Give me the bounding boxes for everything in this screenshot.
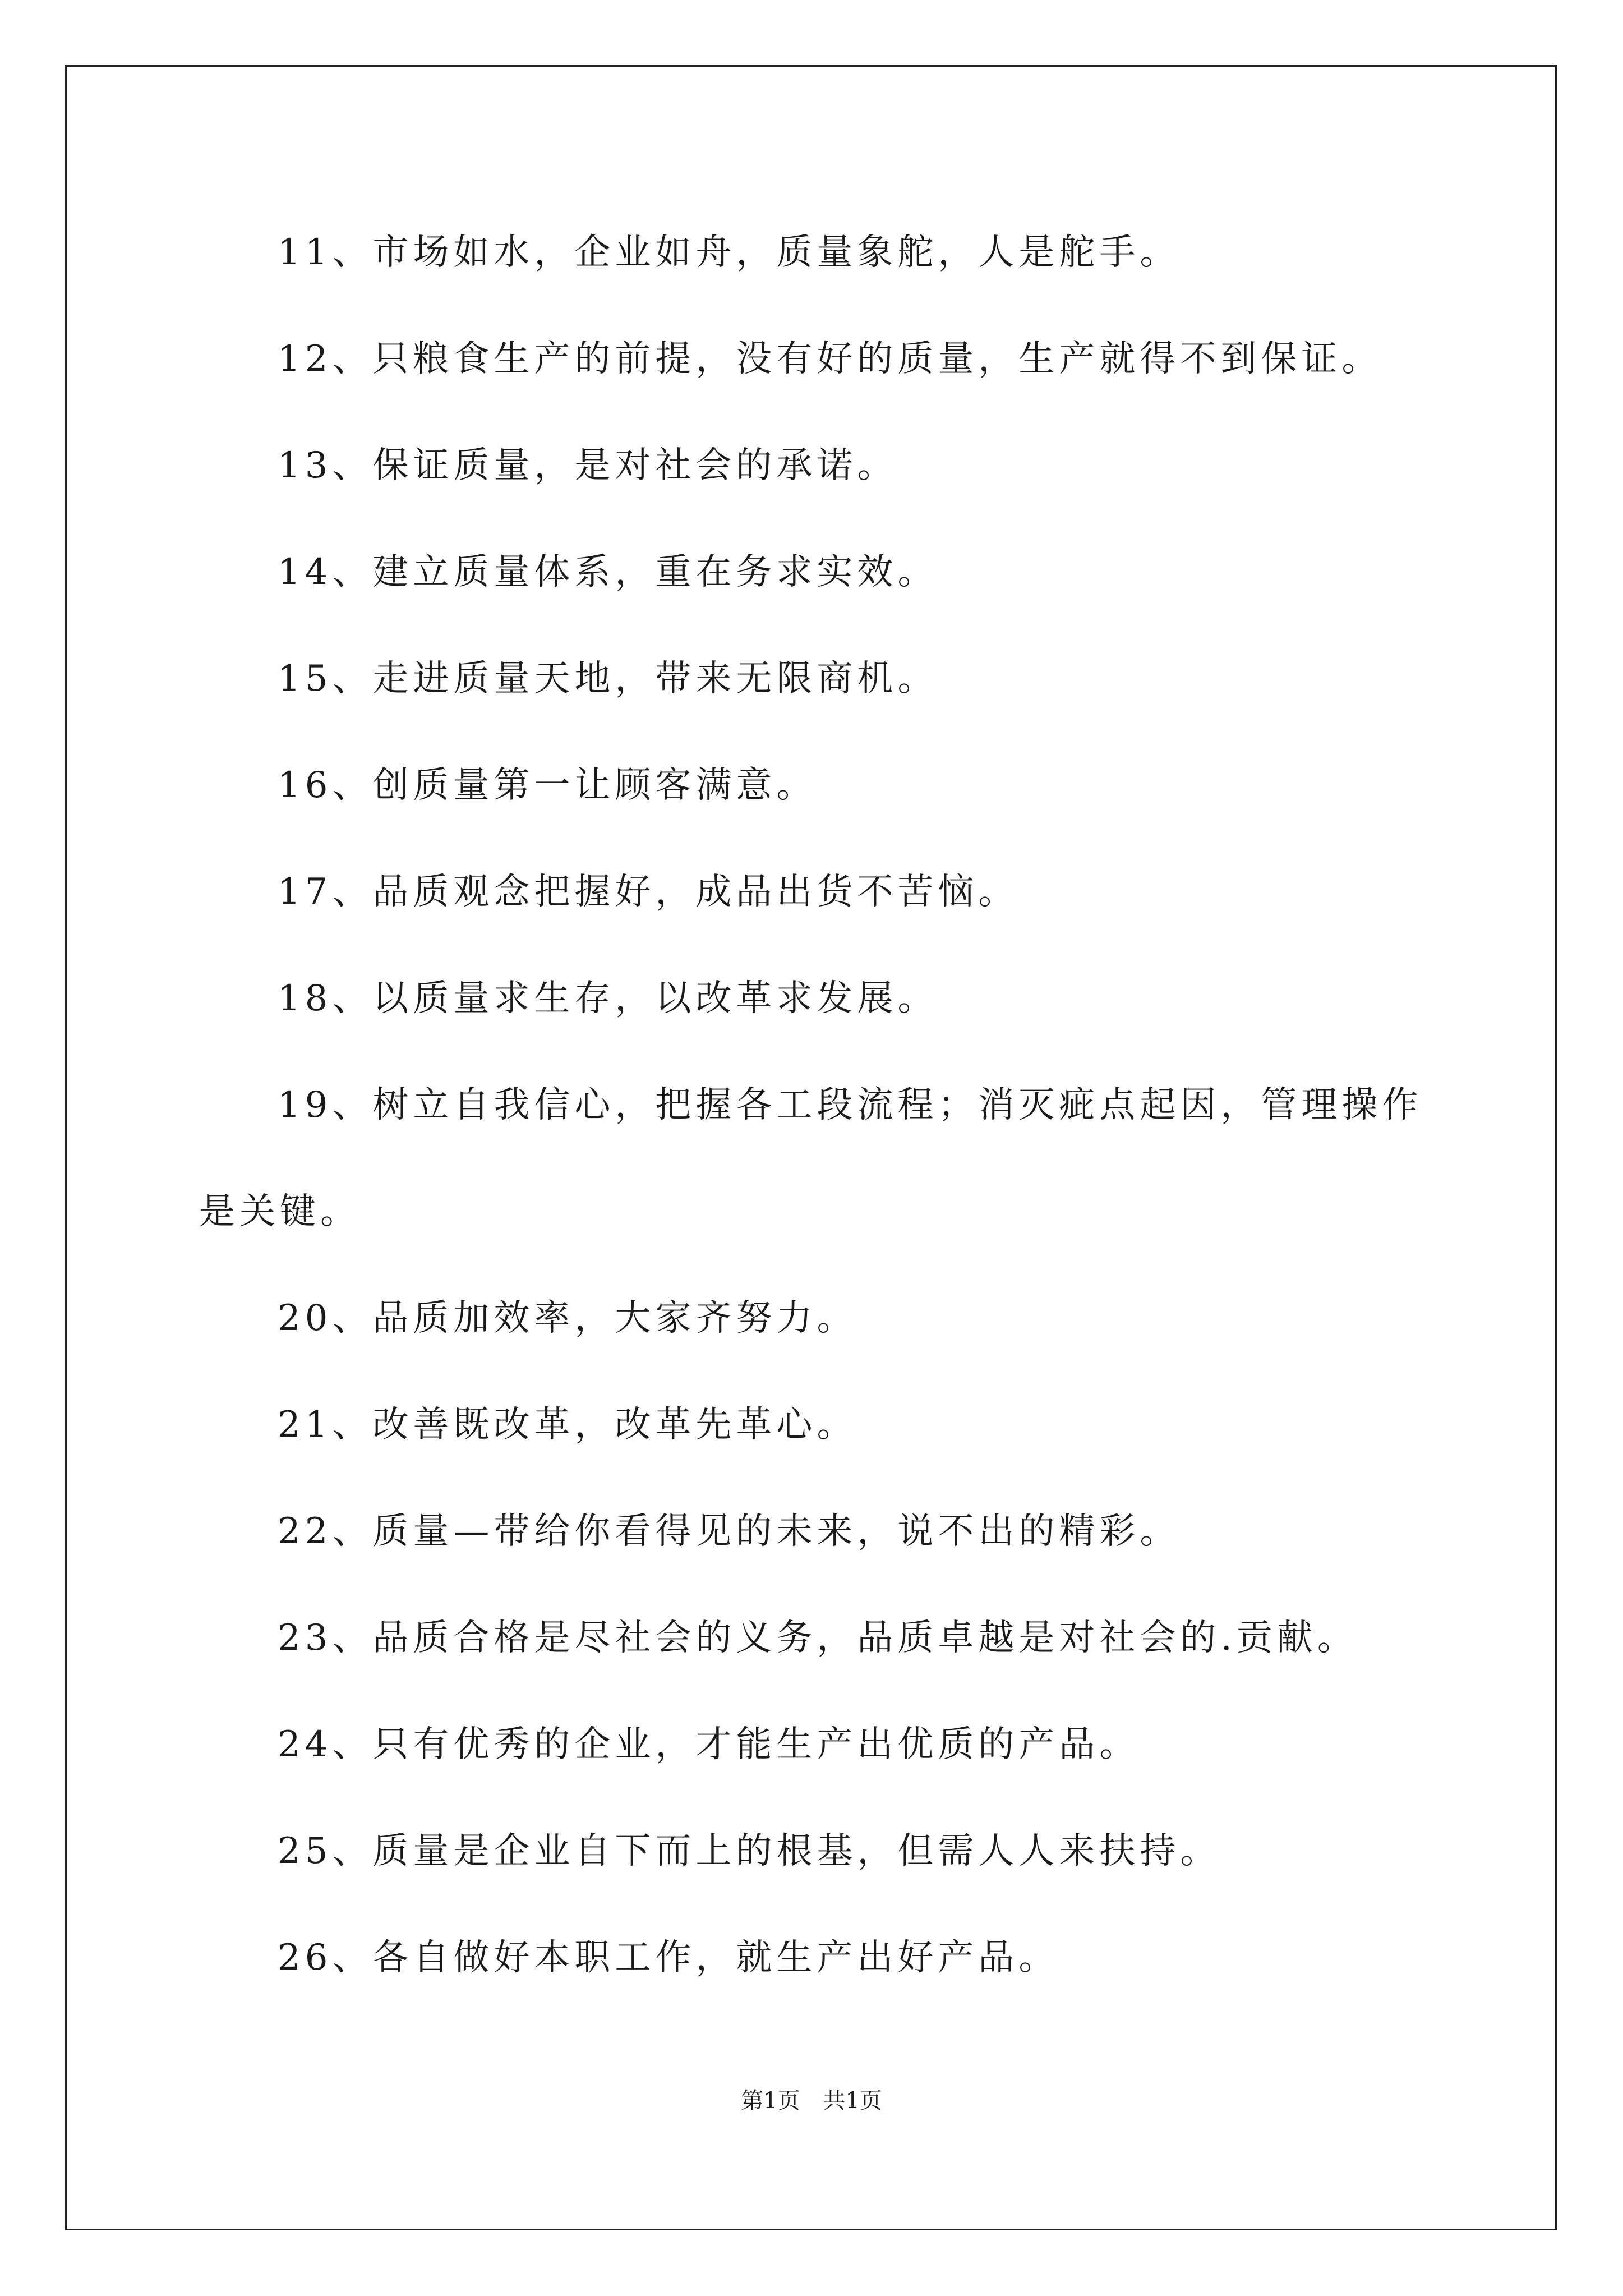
slogan-line-24: 24、只有优秀的企业，才能生产出优质的产品。 [278,1724,1140,1765]
slogan-line-16: 16、创质量第一让顾客满意。 [278,765,817,806]
page-frame [65,65,1557,2230]
page-footer [0,2087,1623,2115]
slogan-line-12: 12、只粮食生产的前提，没有好的质量，生产就得不到保证。 [278,338,1382,380]
slogan-line-14: 14、建立质量体系，重在务求实效。 [278,551,938,593]
total-pages: 共1页 [823,2088,882,2114]
slogan-line-26: 26、各自做好本职工作，就生产出好产品。 [278,1937,1059,1978]
slogan-line-11: 11、市场如水，企业如舟，质量象舵，人是舵手。 [278,232,1181,273]
slogan-line-22: 22、质量—带给你看得见的未来，说不出的精彩。 [278,1511,1181,1552]
slogan-line-21: 21、改善既改革，改革先革心。 [278,1404,857,1446]
slogan-line-19-continued: 是关键。 [199,1191,361,1232]
slogan-line-18: 18、以质量求生存，以改革求发展。 [278,978,938,1019]
slogan-line-23: 23、品质合格是尽社会的义务，品质卓越是对社会的.贡献。 [278,1617,1358,1659]
slogan-line-17: 17、品质观念把握好，成品出货不苦恼。 [278,871,1019,913]
slogan-line-19: 19、树立自我信心，把握各工段流程；消灭疵点起因，管理操作 [278,1084,1423,1126]
slogan-line-20: 20、品质加效率，大家齐努力。 [278,1297,857,1339]
page-number: 第1页 [741,2088,800,2114]
slogan-line-25: 25、质量是企业自下而上的根基，但需人人来扶持。 [278,1830,1221,1872]
slogan-line-13: 13、保证质量，是对社会的承诺。 [278,445,898,486]
slogan-line-15: 15、走进质量天地，带来无限商机。 [278,658,938,700]
